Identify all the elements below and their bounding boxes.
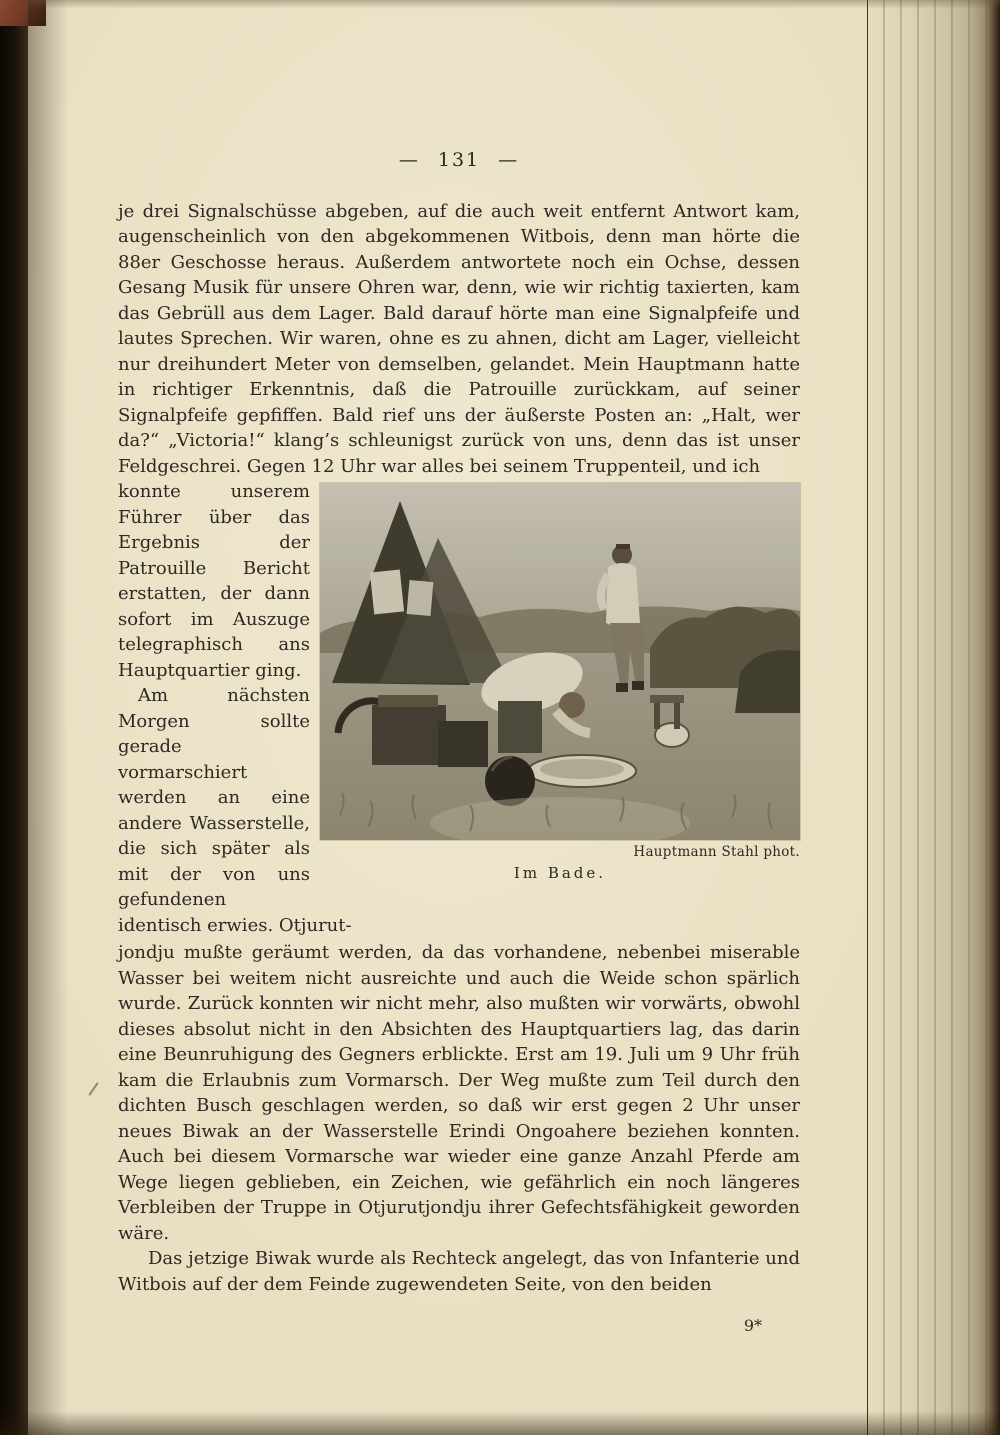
photo-caption: Im Bade. — [513, 864, 607, 882]
book-spine-left — [0, 0, 28, 1435]
page-number: — 131 — — [398, 149, 520, 171]
paragraph-wrap-1: konnte unserem Führer über das Ergebnis der Patrouille Bericht erstatten, der dann sofort im Auszuge telegraphisch ans Hauptquartier ging. — [118, 481, 310, 681]
photo-credit: Hauptmann Stahl phot. — [633, 844, 800, 860]
signature-mark: 9* — [743, 1316, 762, 1335]
figure — [320, 483, 800, 883]
paragraph-1: je drei Signalschüsse abgeben, auf die auch weit entfernt Antwort kam, augenscheinlich von den abgekommenen Witbois, denn man hörte die 88er Geschosse heraus. Außerdem antwortete noch ein Ochse, dessen Gesang Musik für unsere Ohren war, denn, wie wir richtig taxierten, kam das Gebrüll aus dem Lager. Bald darauf hörte man eine Signalpfeife und lautes Sprechen. Wir waren, ohne es zu ahnen, dicht am Lager, vielleicht nur dreihundert Meter von demselben, gelandet. Mein Hauptmann hatte in richtiger Erkenntnis, daß die Patrouille zurückkam, auf seiner Signalpfeife gepfiffen. Bald rief uns der äußerste Posten an: „Halt, wer da?“ „Victoria!“ klang’s schleunigst zurück von uns, denn das ist unser Feldgeschrei. Gegen 12 Uhr war alles bei seinem Truppenteil, und ich — [118, 200, 800, 477]
camp-photo-illustration — [320, 483, 800, 840]
photo — [320, 483, 800, 840]
fore-edge-pages — [867, 0, 1000, 1435]
page-bottom-edge — [0, 1411, 1000, 1435]
margin-pencil-mark — [88, 1082, 98, 1095]
gutter-shadow — [28, 0, 68, 1435]
paragraph-3: Das jetzige Biwak wurde als Rechteck angelegt, das von Infanterie und Witbois auf der dem Feinde zugewendeten Seite, von den beiden — [118, 1248, 800, 1295]
paragraph-wrap-2: Am nächsten Morgen sollte gerade vormarschiert werden an eine andere Wasserstelle, die sich später als mit der von uns gefundenen identisch erwies. Otjurut- — [118, 685, 352, 936]
figure-flow — [118, 479, 800, 938]
page-content — [118, 148, 800, 1339]
paragraph-2: jondju mußte geräumt werden, da das vorhandene, nebenbei miserable Wasser bei weitem nicht ausreichte und auch die Weide schon spärlich wurde. Zurück konnten wir nicht mehr, also mußten wir vorwärts, obwohl dieses absolut nicht in den Absichten des Hauptquartiers lag, das darin eine Beunruhigung des Gegners erblickte. Erst am 19. Juli um 9 Uhr früh kam die Erlaubnis zum Vormarsch. Der Weg mußte zum Teil durch den dichten Busch geschlagen werden, so daß wir erst gegen 2 Uhr unser neues Biwak an der Wasserstelle Erindi Ongoahere beziehen konnten. Auch bei diesem Vormarsche war wieder eine ganze Anzahl Pferde am Wege liegen geblieben, ein Zeichen, wie gefährlich ein noch längeres Verbleiben der Truppe in Otjurutjondju ihrer Gefechtsfähigkeit geworden wäre. — [118, 942, 800, 1244]
sepia-overlay — [320, 483, 800, 840]
page-top-edge — [28, 0, 1000, 9]
spine-red-corner — [0, 0, 46, 26]
